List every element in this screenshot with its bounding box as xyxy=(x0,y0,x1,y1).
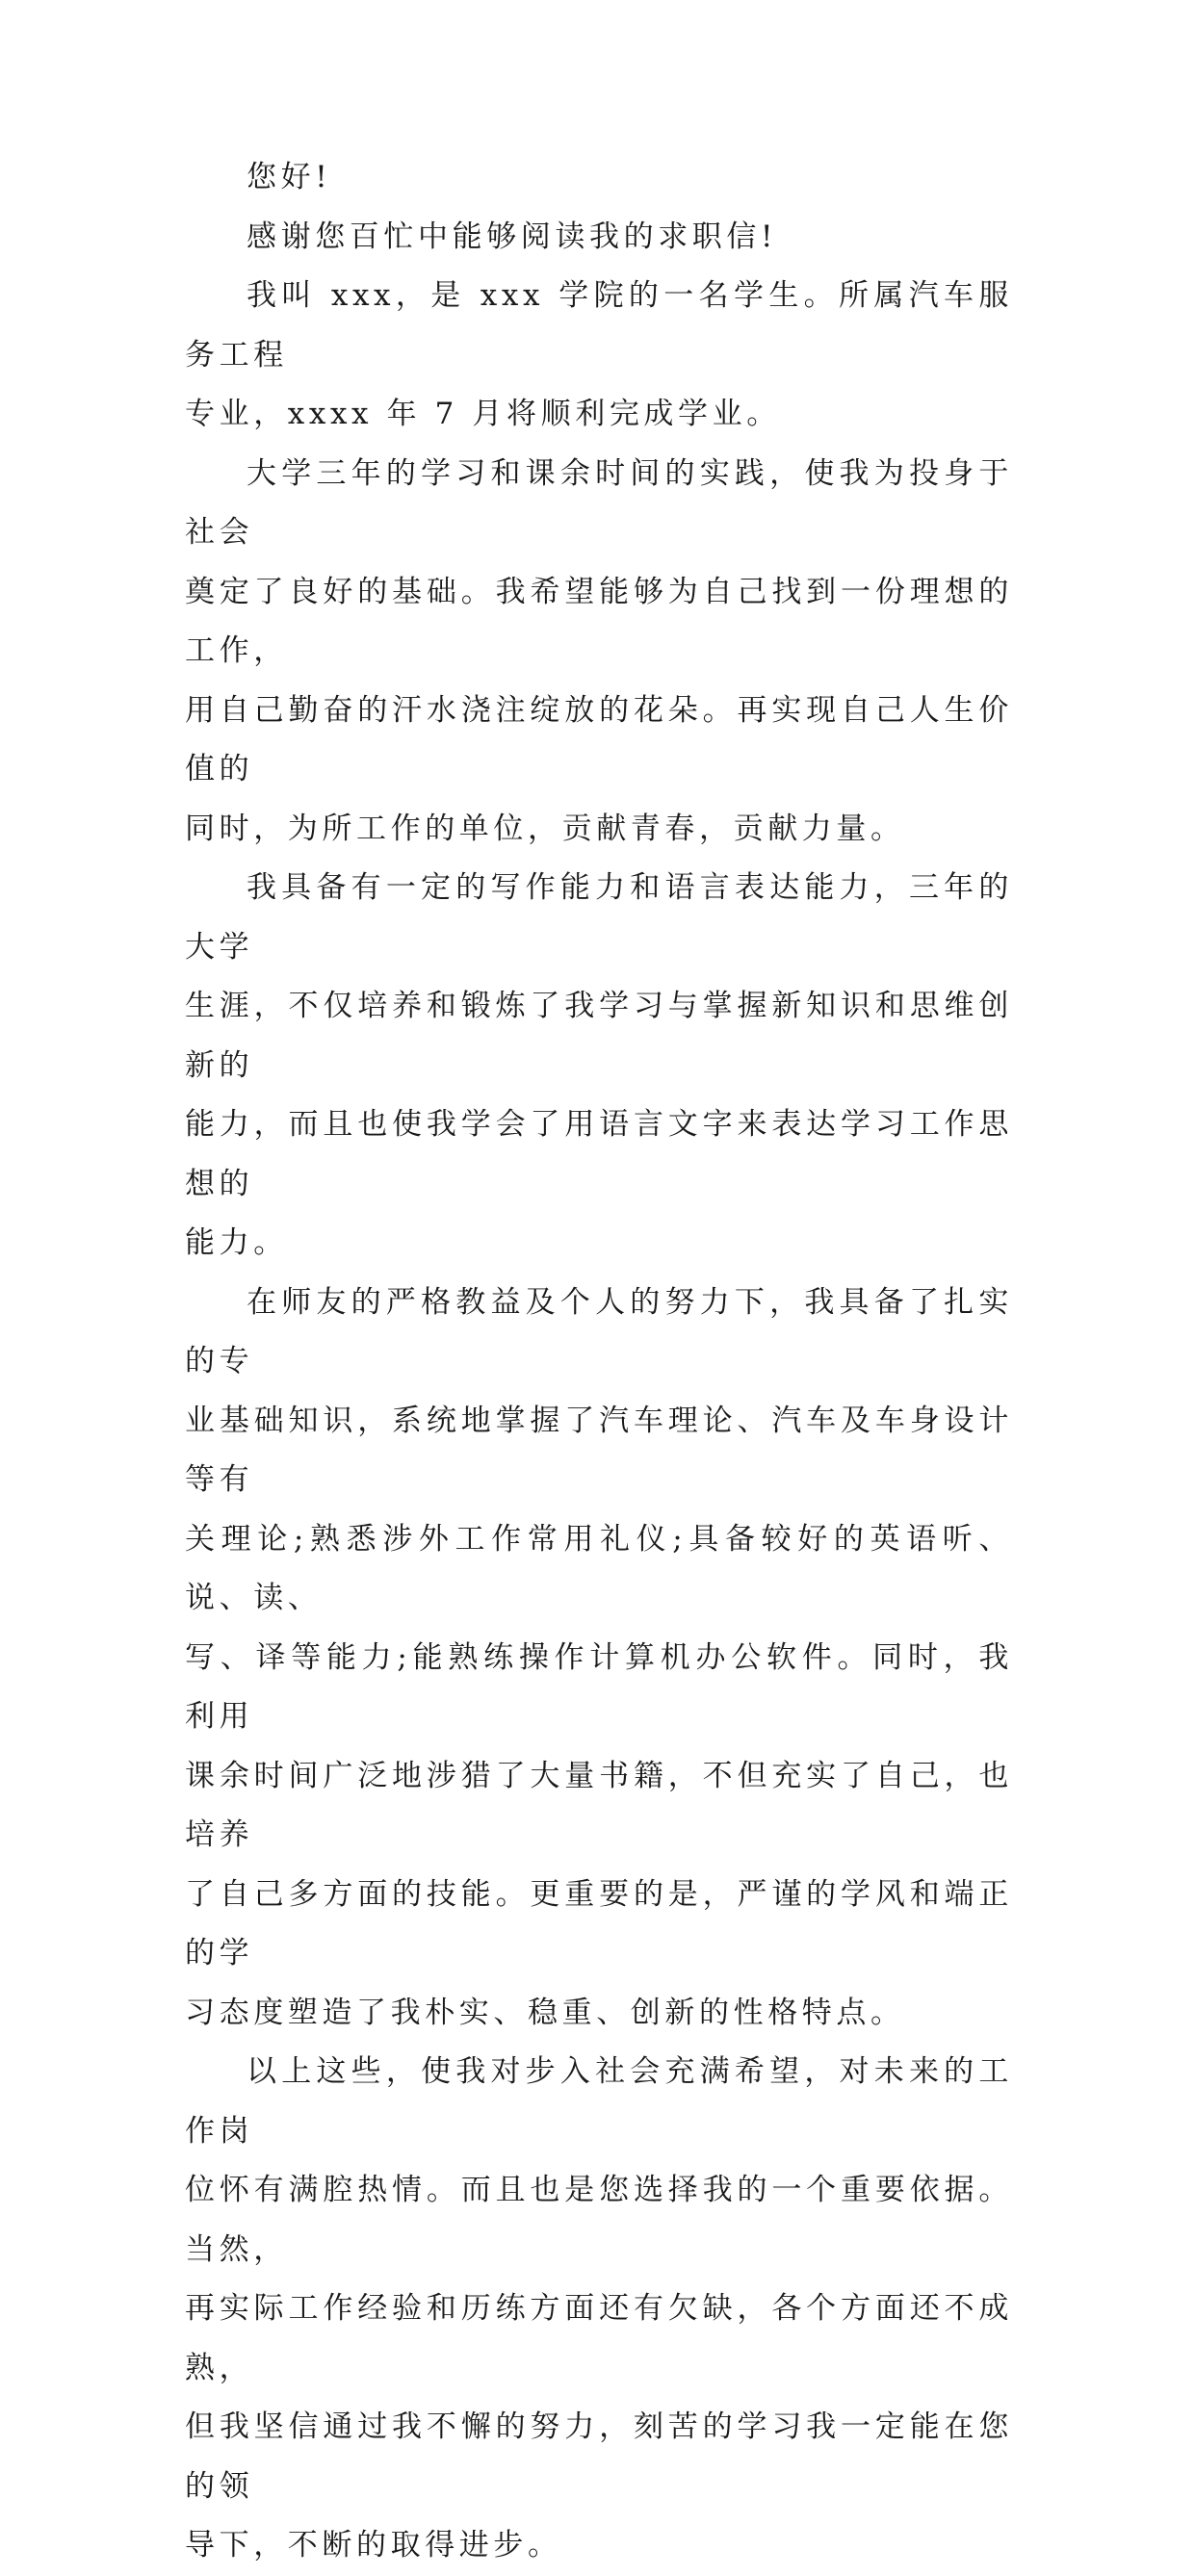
greeting: 您好! xyxy=(247,160,332,194)
letter-body xyxy=(185,148,1013,2576)
paragraph-writing-ability: 我具备有一定的写作能力和语言表达能力，三年的大学 生涯，不仅培养和锻炼了我学习与掌握新知识和思维创新的 能力，而且也使我学会了用语言文字来表达学习工作思想的 能力。 xyxy=(185,870,1013,1260)
paragraph-introduction: 我叫 xxx，是 xxx 学院的一名学生。所属汽车服务工程 专业，xxxx 年 7 月将顺利完成学业。 xyxy=(185,278,1013,431)
paragraph-thanks: 感谢您百忙中能够阅读我的求职信! xyxy=(247,219,778,254)
paragraph-professional-skills: 在师友的严格教益及个人的努力下，我具备了扎实的专 业基础知识，系统地掌握了汽车理论、汽车及车身设计等有 关理论;熟悉涉外工作常用礼仪;具备较好的英语听、说、读、 写、译等能力;能熟练操作计算机办公软件。同时，我利用 课余时间广泛地涉猎了大量书籍，不但充实了自己，也培养 了自己多方面的技能。更重要的是，严谨的学风和端正的学 习态度塑造了我朴实、稳重、创新的性格特点。 xyxy=(185,1284,1013,2030)
paragraph-university-practice: 大学三年的学习和课余时间的实践，使我为投身于社会 奠定了良好的基础。我希望能够为自己找到一份理想的工作， 用自己勤奋的汗水浇注绽放的花朵。再实现自己人生价值的 同时，为所工作的单位，贡献青春，贡献力量。 xyxy=(185,455,1013,846)
paragraph-closing: 以上这些，使我对步入社会充满希望，对未来的工作岗 位怀有满腔热情。而且也是您选择我的一个重要依据。当然， 再实际工作经验和历练方面还有欠缺，各个方面还不成熟， 但我坚信通过我不懈的努力，刻苦的学习我一定能在您的领 导下，不断的取得进步。 xyxy=(185,2054,1013,2563)
